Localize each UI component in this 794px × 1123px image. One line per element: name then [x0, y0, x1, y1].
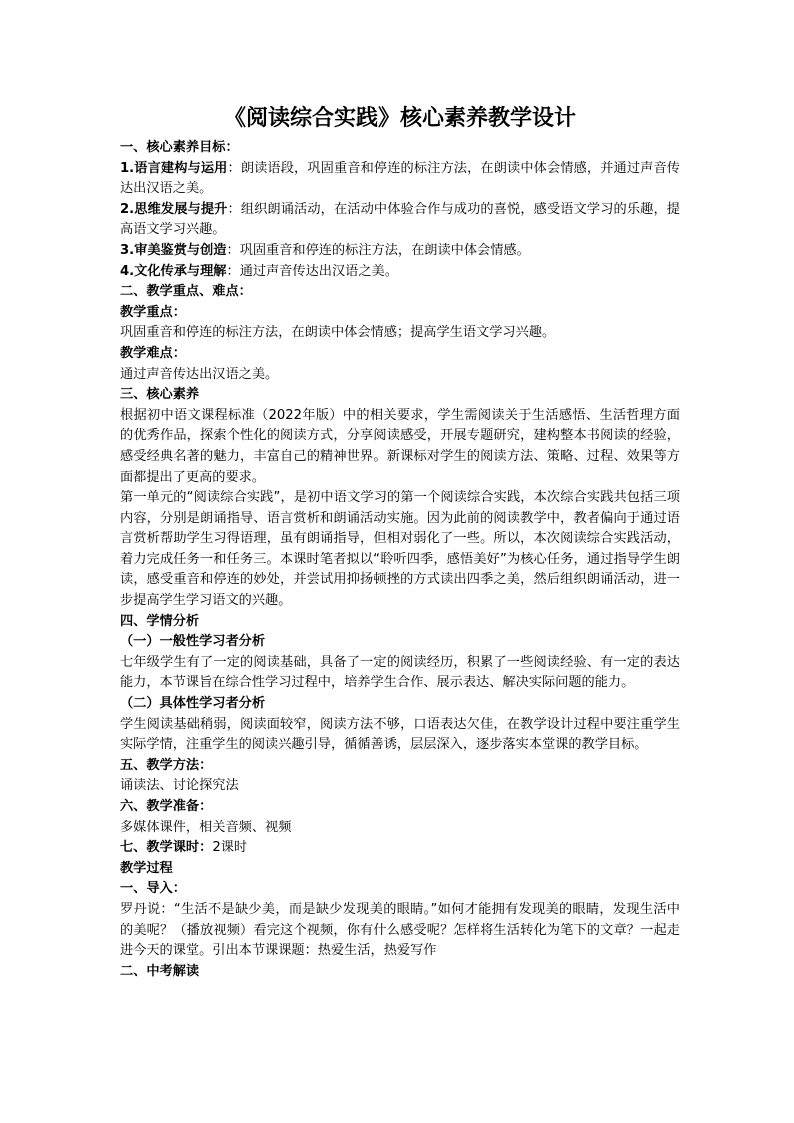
objective-2-text: 组织朗诵活动，在活动中体验合作与成功的喜悦，感受语文学习的乐趣，提高语文学习兴趣。	[120, 201, 680, 238]
teaching-key-text: 巩固重音和停连的标注方法，在朗读中体会情感；提高学生语文学习兴趣。	[120, 325, 556, 341]
objective-2-label: 2.思维发展与提升	[120, 201, 228, 217]
section-4-heading: 四、学情分析	[120, 613, 200, 629]
objective-4	[120, 262, 680, 283]
teaching-process-heading: 教学过程	[120, 860, 173, 876]
section-1-heading: 一、核心素养目标：	[120, 140, 239, 155]
teaching-key-label: 教学重点：	[120, 304, 186, 320]
objective-4-label: 4.文化传承与理解	[120, 263, 227, 279]
section-2-heading: 二、教学重点、难点：	[120, 284, 252, 300]
specific-learner-analysis-heading: （二）具体性学习者分析	[120, 696, 266, 712]
teaching-difficulty-label: 教学难点：	[120, 345, 186, 361]
objective-3-text: 巩固重音和停连的标注方法，在朗读中体会情感。	[239, 242, 530, 258]
objective-3-label: 3.审美鉴赏与创造	[120, 242, 227, 258]
section-5-heading: 五、教学方法：	[120, 757, 213, 773]
specific-learner-analysis-text: 学生阅读基础稍弱，阅读面较窄，阅读方法不够，口语表达欠佳，在教学设计过程中要注重学生实际学情，注重学生的阅读兴趣引导，循循善诱，层层深入，逐步落实本堂课的教学目标。	[120, 716, 680, 753]
objective-3-separator: ：	[226, 242, 240, 258]
introduction-heading: 一、导入：	[120, 881, 186, 897]
section-7-line	[120, 838, 680, 859]
teaching-preparation-text: 多媒体课件，相关音频、视频	[120, 819, 292, 835]
objective-3	[120, 241, 680, 262]
objective-1-label: 1.语言建构与运用	[120, 160, 228, 176]
document-title: 《阅读综合实践》核心素养教学设计	[223, 106, 576, 131]
document-body	[120, 102, 680, 982]
objective-2	[120, 200, 680, 241]
objective-1	[120, 159, 680, 200]
objective-1-text: 朗读语段，巩固重音和停连的标注方法，在朗读中体会情感，并通过声音传达出汉语之美。	[120, 160, 680, 197]
general-learner-analysis-heading: （一）一般性学习者分析	[120, 634, 266, 650]
general-learner-analysis-text: 七年级学生有了一定的阅读基础，具备了一定的阅读经历，积累了一些阅读经验、有一定的表达能力，本节课旨在综合性学习过程中，培养学生合作、展示表达、解决实际问题的能力。	[120, 654, 680, 691]
section-7-heading: 七、教学课时：	[120, 840, 213, 856]
teaching-method-text: 诵读法、讨论探究法	[120, 778, 239, 794]
introduction-text: 罗丹说：“生活不是缺少美，而是缺少发现美的眼睛。”如何才能拥有发现美的眼睛，发现生活中的美呢？（播放视频）看完这个视频，你有什么感受呢？怎样将生活转化为笔下的文章？一起走进今天的课堂。引出本节课课题：热爱生活，热爱写作	[120, 901, 680, 959]
objective-2-separator: ：	[227, 201, 241, 217]
class-hours-text: 2课时	[212, 840, 248, 856]
teaching-difficulty-text: 通过声音传达出汉语之美。	[120, 366, 279, 382]
core-literacy-paragraph-1: 根据初中语文课程标准（2022年版）中的相关要求，学生需阅读关于生活感悟、生活哲理方面的优秀作品，探索个性化的阅读方式，分享阅读感受，开展专题研究，建构整本书阅读的经验，感受经典名著的魅力，丰富自己的精神世界。新课标对学生的阅读方法、策略、过程、效果等方面都提出了更高的要求。	[120, 407, 680, 485]
objective-4-separator: ：	[226, 263, 240, 279]
objective-4-text: 通过声音传达出汉语之美。	[239, 263, 398, 279]
exam-interpretation-heading: 二、中考解读	[120, 963, 200, 979]
section-3-heading: 三、核心素养	[120, 387, 200, 403]
objective-1-separator: ：	[227, 160, 241, 176]
section-6-heading: 六、教学准备：	[120, 799, 213, 814]
core-literacy-paragraph-2: 第一单元的“阅读综合实践”，是初中语文学习的第一个阅读综合实践，本次综合实践共包括三项内容，分别是朗诵指导、语言赏析和朗诵活动实施。因为此前的阅读教学中，教者偏向于通过语言赏析帮助学生习得语理，虽有朗诵指导，但相对弱化了一些。所以，本次阅读综合实践活动，着力完成任务一和任务三。本课时笔者拟以“聆听四季，感悟美好”为核心任务，通过指导学生朗读，感受重音和停连的妙处，并尝试用抑扬顿挫的方式读出四季之美，然后组织朗诵活动，进一步提高学生学习语文的兴趣。	[120, 490, 680, 609]
